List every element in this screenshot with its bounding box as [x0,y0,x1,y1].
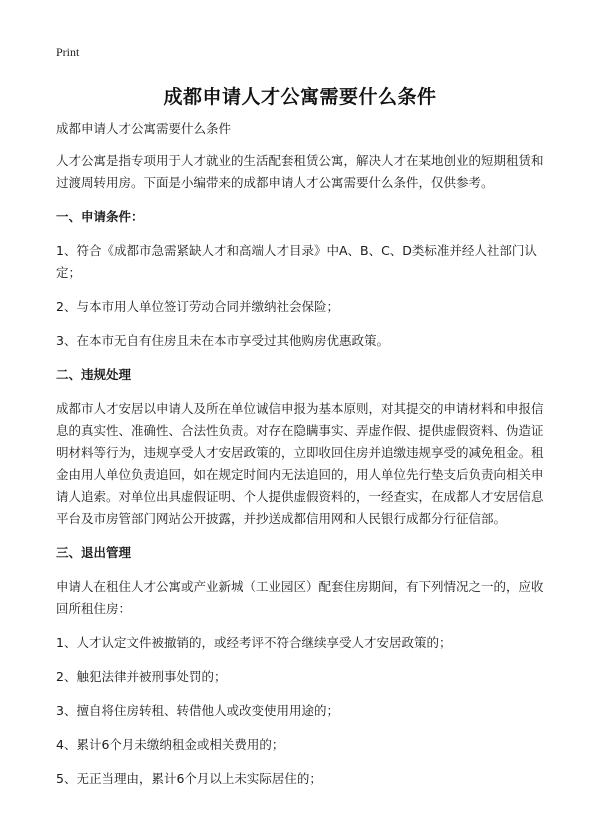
list-item: 2、与本市用人单位签订劳动合同并缴纳社会保险； [56,299,339,314]
list-item: 1、人才认定文件被撤销的，或经考评不符合继续享受人才安居政策的； [56,635,452,650]
intro-paragraph: 人才公寓是指专项用于人才就业的生活配套租赁公寓，解决人才在某地创业的短期租赁和过渡周转用房。下面是小编带来的成都申请人才公寓需要什么条件，仅供参考。 [56,153,544,190]
violation-paragraph: 成都市人才安居以申请人及所在单位诚信申报为基本原则，对其提交的申请材料和申报信息的真实性、准确性、合法性负责。对存在隐瞒事实、弄虚作假、提供虚假资料、伪造证明材料等行为，违规享受人才安居政策的，立即收回住房并追缴违规享受的减免租金。租金由用人单位负责追回，如在规定时间内无法追回的，用人单位先行垫支后负责向相关申请人追索。对单位出具虚假证明、个人提供虚假资料的，一经查实，在成都人才安居信息平台及市房管部门网站公开披露，并抄送成都信用网和人民银行成都分行征信部。 [56,401,544,526]
document-title: 成都申请人才公寓需要什么条件 [163,86,437,108]
exit-paragraph: 申请人在租住人才公寓或产业新城（工业园区）配套住房期间，有下列情况之一的，应收回所租住房： [56,579,544,616]
list-item: 1、符合《成都市急需紧缺人才和高端人才目录》中A、B、C、D类标准并经人社部门认定； [56,243,537,280]
list-item: 3、擅自将住房转租、转借他人或改变使用用途的； [56,703,339,718]
list-item: 3、在本市无自有住房且未在本市享受过其他购房优惠政策。 [56,333,389,348]
document-subtitle: 成都申请人才公寓需要什么条件 [56,121,232,136]
list-item: 4、累计6个月未缴纳租金或相关费用的； [56,737,285,752]
list-item: 2、触犯法律并被刑事处罚的； [56,669,227,684]
print-label[interactable]: Print [56,45,80,59]
document-body [56,118,552,802]
list-item: 5、无正当理由，累计6个月以上未实际居住的； [56,771,322,786]
section-heading-violation: 二、违规处理 [56,367,132,382]
section-heading-application: 一、申请条件： [56,209,144,224]
section-heading-exit: 三、退出管理 [56,545,132,560]
